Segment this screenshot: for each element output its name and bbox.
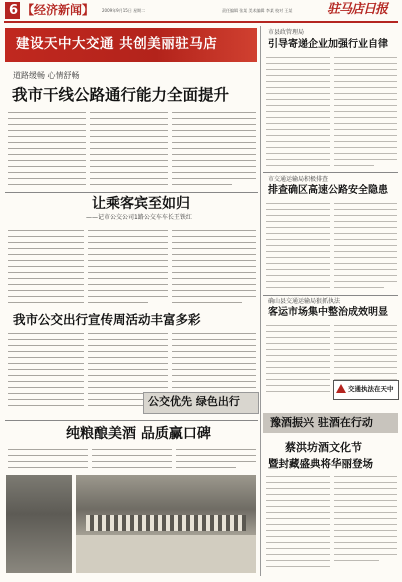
ad-transport-label: 交通执法在天中 — [348, 385, 394, 393]
guests-subhead: ——记市公交公司1路公交车车长王铁红 — [86, 214, 192, 221]
masthead-logo: 驻马店日报 — [327, 2, 388, 17]
bus-kicker: 确山县交通运输局狠抓执法 — [268, 298, 341, 305]
liquor-banner-text: 豫酒振兴 驻酒在行动 — [270, 416, 373, 429]
vertical-column-rule — [260, 26, 261, 576]
bus-headline: 客运市场集中整治成效明显 — [268, 307, 388, 318]
roads-headline: 我市干线公路通行能力全面提升 — [12, 85, 230, 104]
section-title: 【经济新闻】 — [22, 3, 95, 17]
issue-date: 2009年9月15日 星期二 — [102, 8, 146, 13]
liquor-headline: 纯粮酿美酒 品质赢口碑 — [66, 426, 211, 442]
roads-kicker: 道路缓畅 心情舒畅 — [13, 71, 80, 80]
culture-headline-1: 蔡洪坊酒文化节 — [285, 441, 362, 454]
city-side-headline: 引导寄递企业加强行业自律 — [268, 39, 388, 50]
guests-headline: 让乘客宾至如归 — [92, 196, 190, 212]
slogan-box-text: 公交优先 绿色出行 — [148, 395, 240, 408]
editor-credits: 责任编辑 张某 美术编辑 李某 校对 王某 — [222, 8, 293, 13]
city-side-kicker: 市县政管理局 — [268, 29, 305, 36]
culture-headline-2: 暨封藏盛典将华丽登场 — [268, 458, 373, 470]
promo-headline: 我市公交出行宣传周活动丰富多彩 — [13, 312, 201, 327]
highway-headline: 排查确区高速公路安全隐患 — [268, 185, 388, 196]
highway-kicker: 市交通运输局积极排查 — [268, 176, 329, 183]
page-number: 6 — [9, 3, 19, 18]
banner-slogan: 建设天中大交通 共创美丽驻马店 — [16, 36, 218, 52]
